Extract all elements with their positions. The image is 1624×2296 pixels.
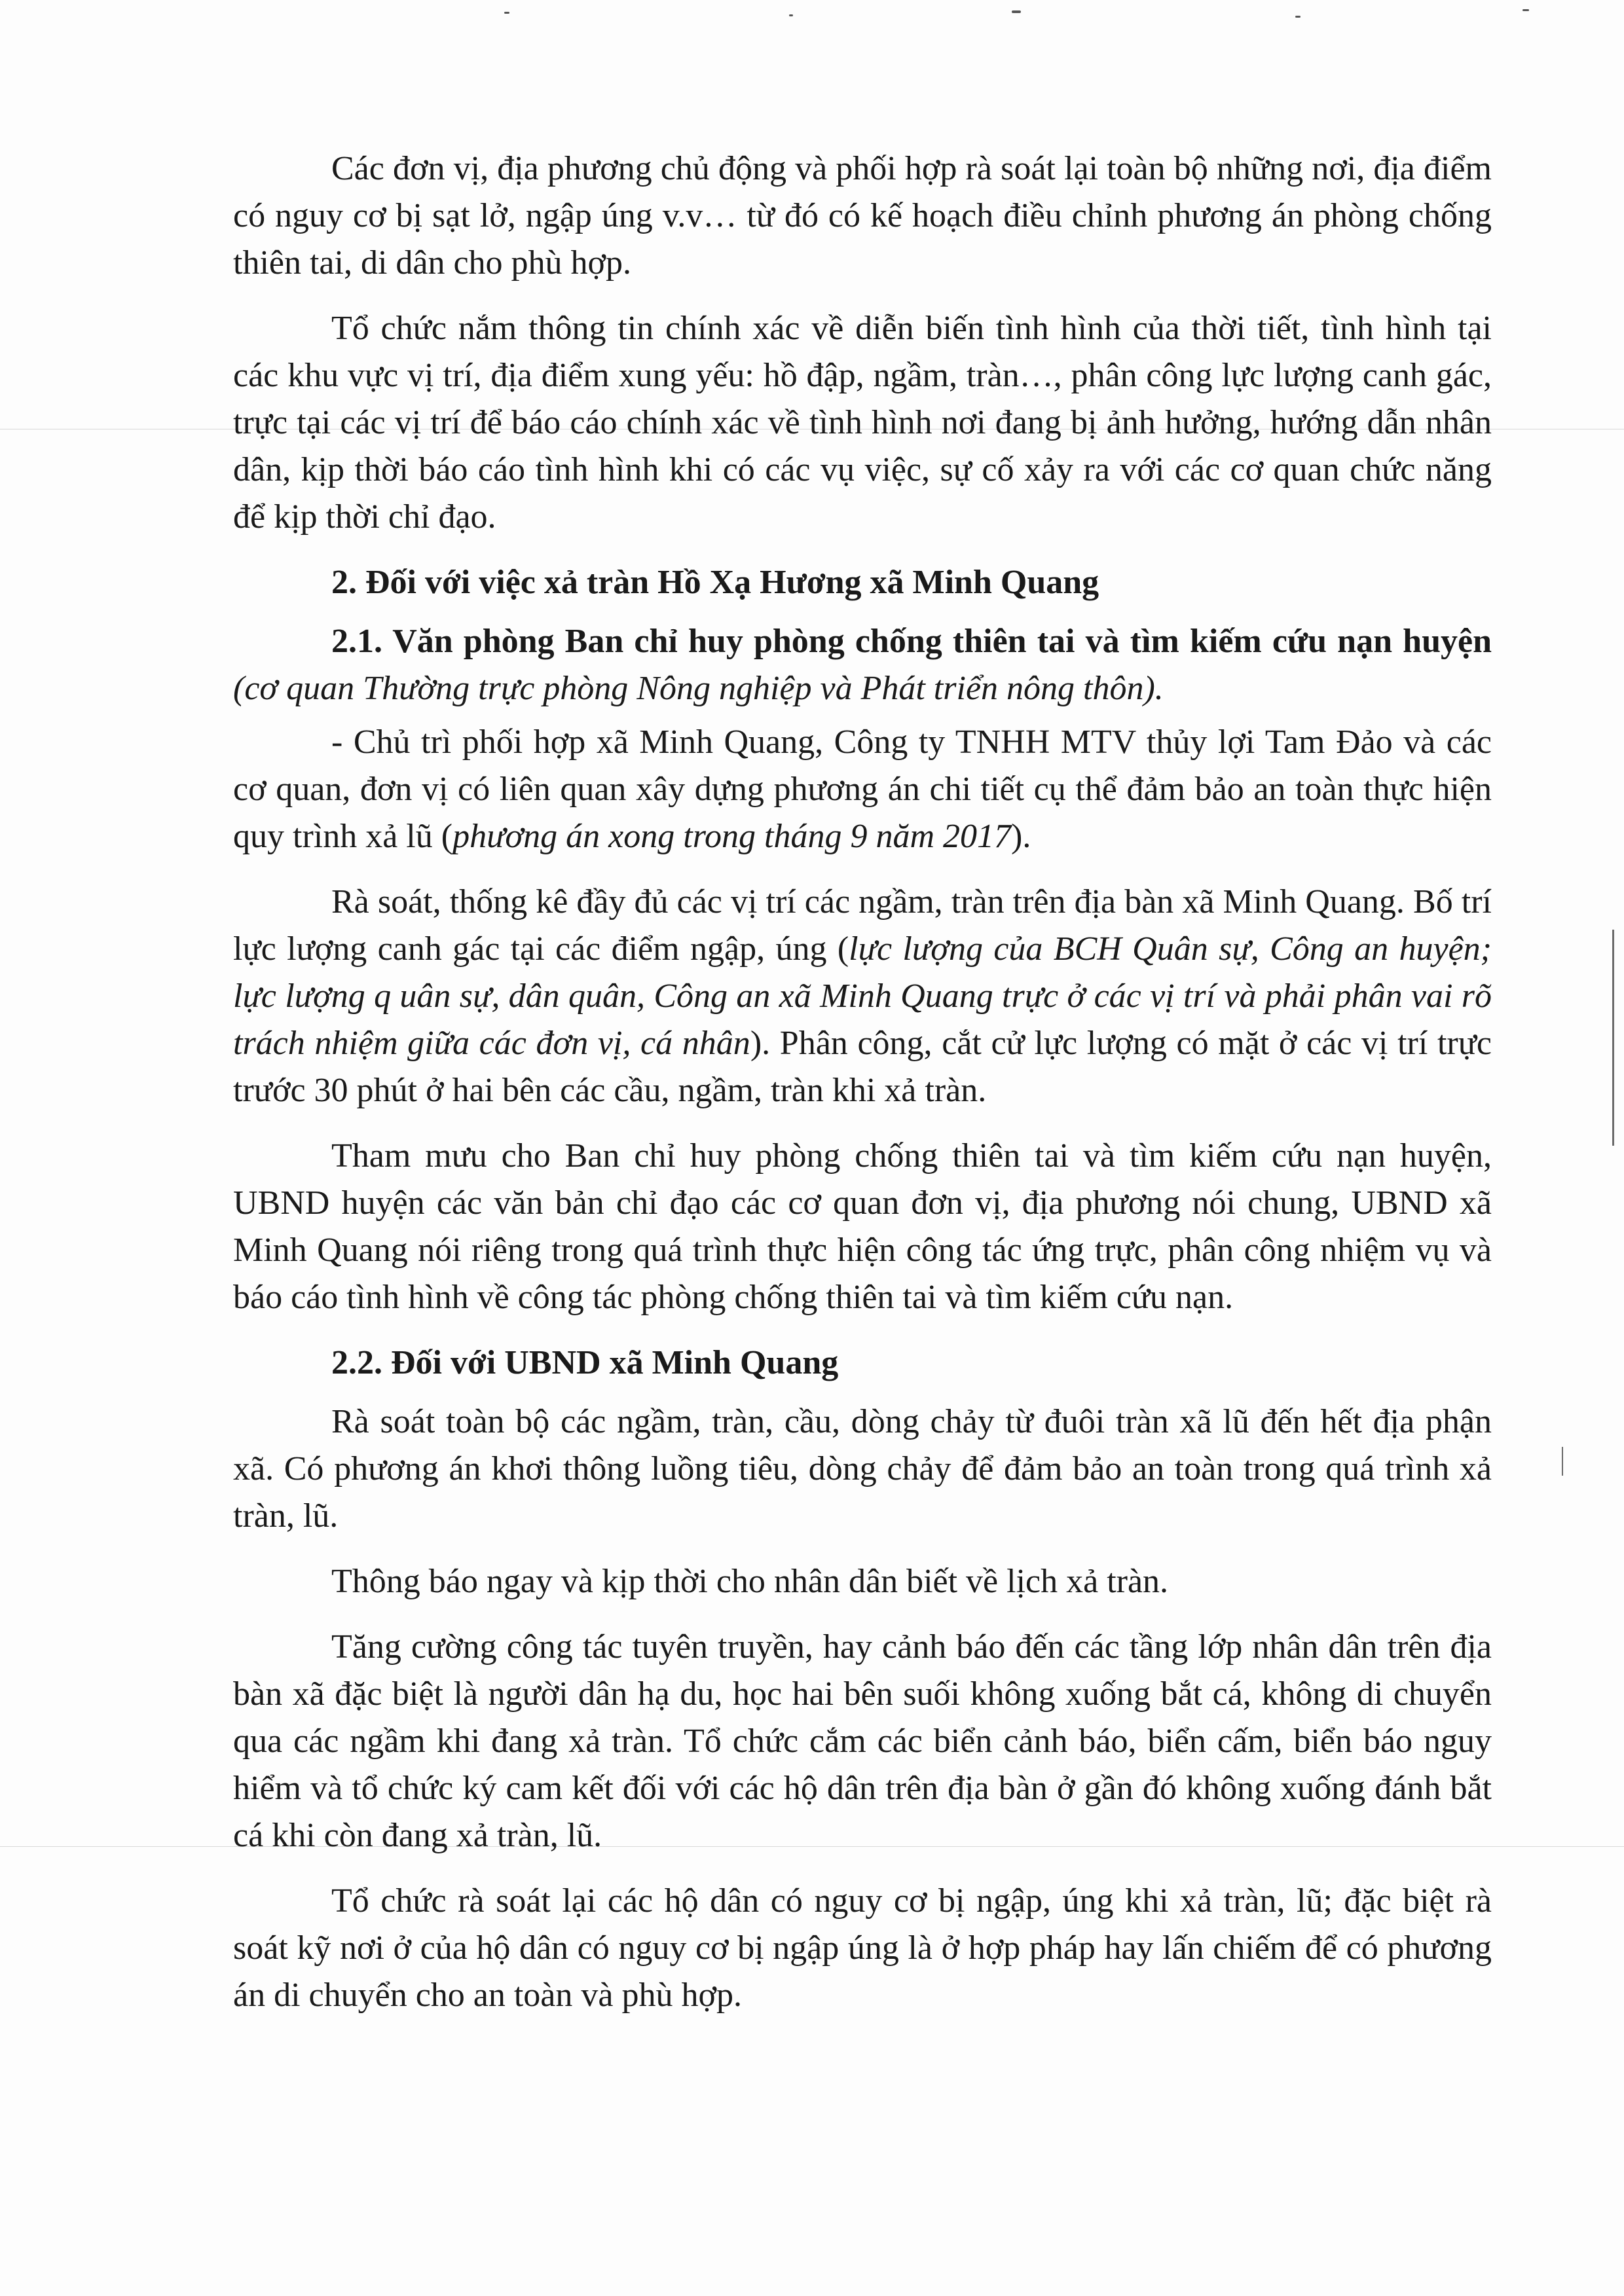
- subsection-heading-note: (cơ quan Thường trực phòng Nông nghiệp và Phát triển nông thôn).: [233, 670, 1164, 707]
- paragraph-text: ).: [1011, 818, 1031, 855]
- scan-speck: [1295, 16, 1301, 18]
- subsection-heading-title: 2.1. Văn phòng Ban chỉ huy phòng chống thiên tai và tìm kiếm cứu nạn huyện: [331, 623, 1492, 660]
- scan-speck: [1012, 10, 1021, 13]
- paragraph-text: - Chủ trì phối hợp xã Minh Quang, Công ty TNHH MTV thủy lợi Tam Đảo và các cơ quan, đơn vị có liên quan xây dựng phương án chi tiết cụ thể đảm bảo an toàn thực hiện quy trình xả lũ (: [233, 723, 1492, 855]
- paragraph: Tổ chức rà soát lại các hộ dân có nguy cơ bị ngập, úng khi xả tràn, lũ; đặc biệt rà soát kỹ nơi ở của hộ dân có nguy cơ bị ngập úng là ở hợp pháp hay lấn chiếm để có phương án di chuyển cho an toàn và phù hợp.: [233, 1882, 1492, 2014]
- paragraph: Tăng cường công tác tuyên truyền, hay cảnh báo đến các tầng lớp nhân dân trên địa bàn xã đặc biệt là người dân hạ du, học hai bên suối không xuống bắt cá, không di chuyển qua các ngầm khi đang xả tràn. Tổ chức cắm các biển cảnh báo, biển cấm, biển báo nguy hiểm và tổ chức ký cam kết đối với các hộ dân trên địa bàn ở gần đó không xuống đánh bắt cá khi còn đang xả tràn, lũ.: [233, 1628, 1492, 1854]
- scan-speck: [789, 14, 793, 16]
- document-body: [233, 145, 1492, 2037]
- subsection-heading: [233, 618, 1492, 712]
- paragraph: Tham mưu cho Ban chỉ huy phòng chống thiên tai và tìm kiếm cứu nạn huyện, UBND huyện các văn bản chỉ đạo các cơ quan đơn vị, địa phương nói chung, UBND xã Minh Quang nói riêng trong quá trình thực hiện công tác ứng trực, phân công nhiệm vụ và báo cáo tình hình về công tác phòng chống thiên tai và tìm kiếm cứu nạn.: [233, 1137, 1492, 1316]
- scan-speck: [504, 12, 509, 14]
- section-heading: 2. Đối với việc xả tràn Hồ Xạ Hương xã Minh Quang: [331, 564, 1099, 601]
- paragraph: Thông báo ngay và kịp thời cho nhân dân biết về lịch xả tràn.: [331, 1563, 1169, 1600]
- paragraph: Tổ chức nắm thông tin chính xác về diễn biến tình hình của thời tiết, tình hình tại các khu vực vị trí, địa điểm xung yếu: hồ đập, ngầm, tràn…, phân công lực lượng canh gác, trực tại các vị trí để báo cáo chính xác về tình hình nơi đang bị ảnh hưởng, hướng dẫn nhân dân, kịp thời báo cáo tình hình khi có các vụ việc, sự cố xảy ra với các cơ quan chức năng để kịp thời chỉ đạo.: [233, 310, 1492, 536]
- scan-edge-line: [1612, 930, 1614, 1146]
- paragraph: Rà soát toàn bộ các ngầm, tràn, cầu, dòng chảy từ đuôi tràn xã lũ đến hết địa phận xã. Có phương án khơi thông luồng tiêu, dòng chảy để đảm bảo an toàn trong quá trình xả tràn, lũ.: [233, 1403, 1492, 1535]
- paragraph: [233, 879, 1492, 1114]
- paragraph-text: ). Phân công, cắt cử lực lượng có mặt ở các vị trí trực trước 30 phút ở hai bên các cầu, ngầm, tràn khi xả tràn.: [233, 1025, 1492, 1109]
- paragraph-text: Rà soát, thống kê đầy đủ các vị trí các ngầm, tràn trên địa bàn xã Minh Quang. Bố trí lực lượng canh gác tại các điểm ngập, úng (: [233, 883, 1492, 968]
- paragraph-italic: lực lượng của BCH Quân sự, Công an huyện; lực lượng q uân sự, dân quân, Công an xã Minh Quang trực ở các vị trí và phải phân vai rõ trách nhiệm giữa các đơn vị, cá nhân: [233, 930, 1492, 1062]
- paragraph: [233, 719, 1492, 860]
- subsection-heading: 2.2. Đối với UBND xã Minh Quang: [331, 1344, 839, 1381]
- scan-speck: [1522, 9, 1529, 11]
- paragraph-italic: phương án xong trong tháng 9 năm 2017: [452, 818, 1012, 855]
- scan-edge-line: [1562, 1447, 1563, 1476]
- paragraph: Các đơn vị, địa phương chủ động và phối hợp rà soát lại toàn bộ những nơi, địa điểm có nguy cơ bị sạt lở, ngập úng v.v… từ đó có kế hoạch điều chỉnh phương án phòng chống thiên tai, di dân cho phù hợp.: [233, 150, 1492, 282]
